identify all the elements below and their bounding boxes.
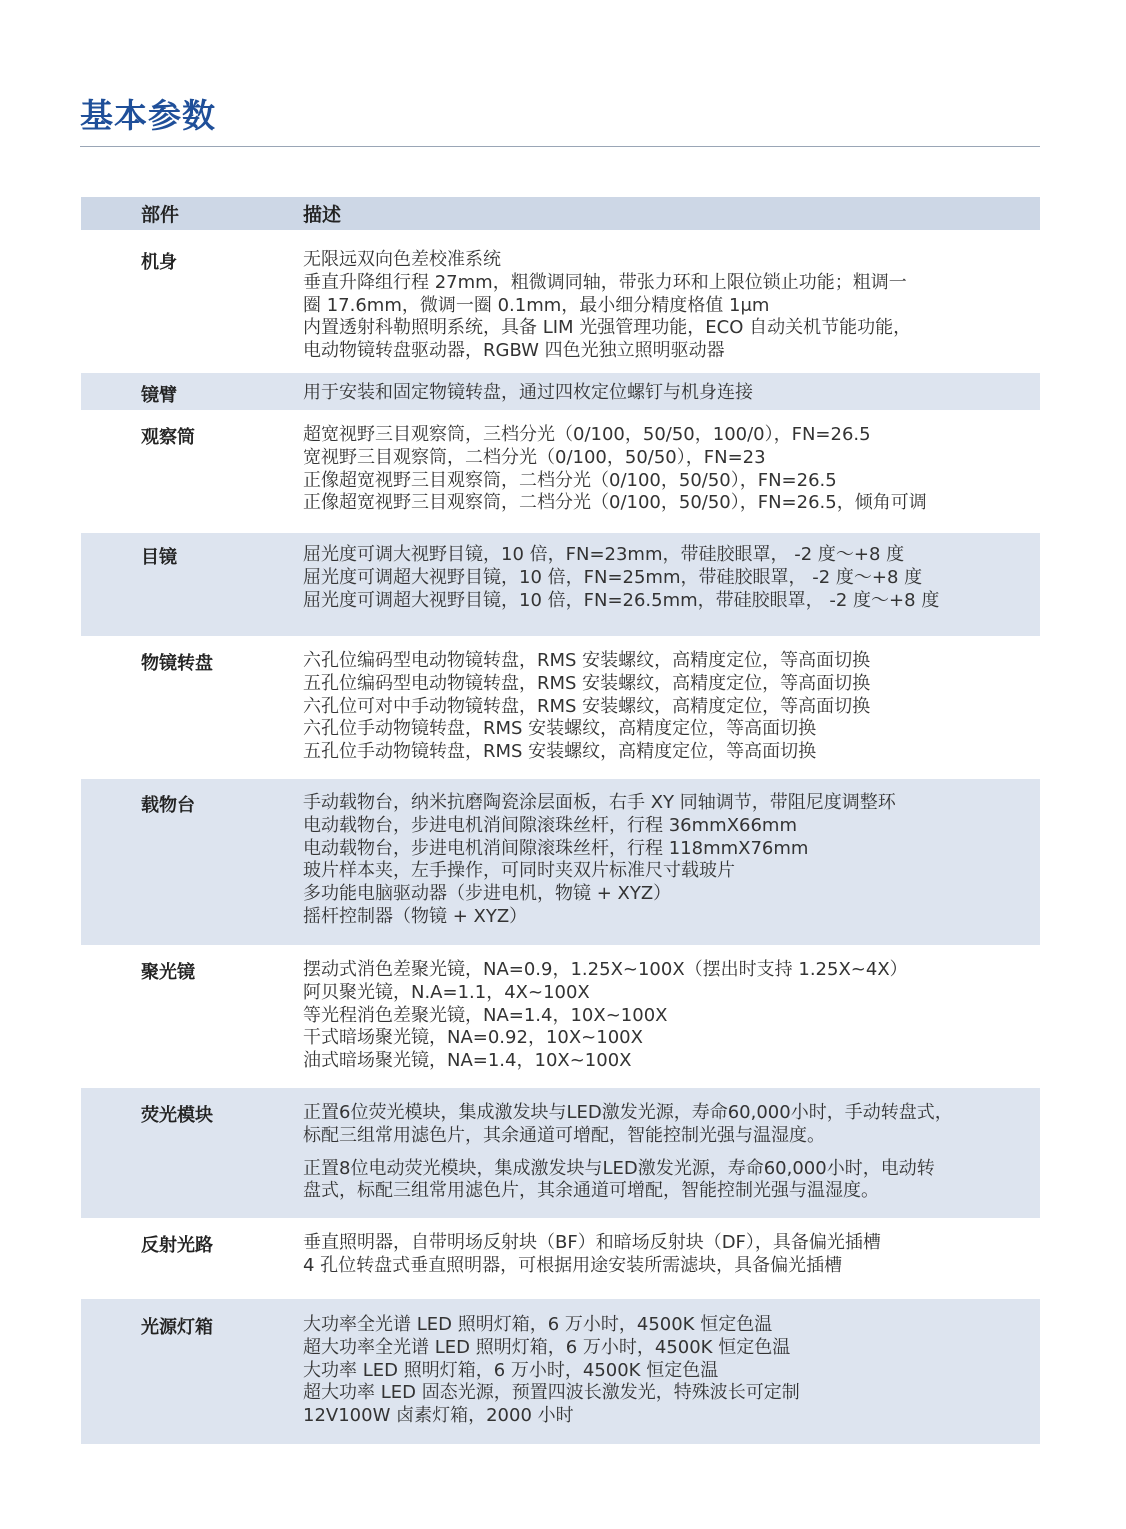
row-part-label: 荧光模块 xyxy=(141,1105,213,1126)
description-line: 正像超宽视野三目观察筒，二档分光（0/100，50/50），FN=26.5 xyxy=(303,469,837,491)
description-line: 多功能电脑驱动器（步进电机，物镜 + XYZ） xyxy=(303,883,672,905)
description-line: 摇杆控制器（物镜 + XYZ） xyxy=(303,905,528,927)
row-part-label: 物镜转盘 xyxy=(141,653,213,674)
row-description xyxy=(303,230,1040,373)
paragraph-gap xyxy=(303,1148,1040,1158)
table-row xyxy=(81,779,1040,945)
row-part-label: 载物台 xyxy=(141,795,195,816)
row-part-label: 光源灯箱 xyxy=(141,1317,213,1338)
description-line: 超大功率全光谱 LED 照明灯箱，6 万小时，4500K 恒定色温 xyxy=(303,1336,791,1358)
table-row xyxy=(81,373,1040,410)
column-header-part: 部件 xyxy=(141,204,180,226)
page-title: 基本参数 xyxy=(80,96,216,135)
description-line: 4 孔位转盘式垂直照明器，可根据用途安装所需滤块，具备偏光插槽 xyxy=(303,1254,843,1276)
table-row xyxy=(81,945,1040,1088)
description-line: 玻片样本夹，左手操作，可同时夹双片标准尺寸载玻片 xyxy=(303,860,735,882)
description-line: 六孔位手动物镜转盘，RMS 安装螺纹，高精度定位，等高面切换 xyxy=(303,718,817,740)
description-line: 超宽视野三目观察筒，三档分光（0/100，50/50，100/0），FN=26.5 xyxy=(303,424,871,445)
row-description xyxy=(303,410,1040,533)
description-line: 等光程消色差聚光镜，NA=1.4，10X~100X xyxy=(303,1004,668,1026)
description-line: 垂直升降组行程 27mm，粗微调同轴，带张力环和上限位锁止功能；粗调一 xyxy=(303,271,907,293)
row-description xyxy=(303,779,1040,945)
description-line: 无限远双向色差校准系统 xyxy=(303,249,501,270)
table-row xyxy=(81,1218,1040,1299)
table-row xyxy=(81,636,1040,779)
description-line: 屈光度可调大视野目镜，10 倍，FN=23mm，带硅胶眼罩， -2 度～+8 度 xyxy=(303,544,905,565)
description-line: 垂直照明器，自带明场反射块（BF）和暗场反射块（DF），具备偏光插槽 xyxy=(303,1232,881,1253)
column-header-description: 描述 xyxy=(303,204,342,226)
description-line: 电动物镜转盘驱动器，RGBW 四色光独立照明驱动器 xyxy=(303,340,725,362)
description-line: 内置透射科勒照明系统，具备 LIM 光强管理功能，ECO 自动关机节能功能， xyxy=(303,317,912,339)
description-line: 圈 17.6mm，微调一圈 0.1mm，最小细分精度格值 1μm xyxy=(303,294,770,316)
table-row xyxy=(81,410,1040,533)
description-line: 屈光度可调超大视野目镜，10 倍，FN=26.5mm，带硅胶眼罩， -2 度～+8 度 xyxy=(303,589,940,611)
spec-table xyxy=(81,197,1040,1444)
row-description xyxy=(303,636,1040,779)
description-line: 标配三组常用滤色片，其余通道可增配，智能控制光强与温湿度。 xyxy=(303,1124,825,1146)
description-line: 阿贝聚光镜，N.A=1.1，4X~100X xyxy=(303,981,590,1003)
description-line: 五孔位编码型电动物镜转盘，RMS 安装螺纹，高精度定位，等高面切换 xyxy=(303,672,871,694)
description-line: 电动载物台，步进电机消间隙滚珠丝杆，行程 36mmX66mm xyxy=(303,814,797,836)
row-description xyxy=(303,1218,1040,1299)
description-line: 正置6位荧光模块，集成激发块与LED激发光源，寿命60,000小时，手动转盘式， xyxy=(303,1102,953,1123)
row-part-label: 反射光路 xyxy=(141,1235,213,1256)
table-row xyxy=(81,533,1040,636)
table-body xyxy=(81,230,1040,1444)
description-line: 大功率全光谱 LED 照明灯箱，6 万小时，4500K 恒定色温 xyxy=(303,1314,773,1335)
table-row xyxy=(81,1088,1040,1218)
description-line: 六孔位可对中手动物镜转盘，RMS 安装螺纹，高精度定位，等高面切换 xyxy=(303,695,871,717)
row-description xyxy=(303,1088,1040,1218)
description-line: 五孔位手动物镜转盘，RMS 安装螺纹，高精度定位，等高面切换 xyxy=(303,741,817,763)
row-part-label: 机身 xyxy=(141,252,177,273)
description-line: 正置8位电动荧光模块，集成激发块与LED激发光源，寿命60,000小时，电动转 xyxy=(303,1157,935,1179)
description-line: 干式暗场聚光镜，NA=0.92，10X~100X xyxy=(303,1027,643,1049)
row-description xyxy=(303,1299,1040,1444)
title-divider xyxy=(80,146,1040,147)
description-line: 手动载物台，纳米抗磨陶瓷涂层面板，右手 XY 同轴调节，带阻尼度调整环 xyxy=(303,792,896,813)
row-description xyxy=(303,533,1040,636)
row-part-label: 观察筒 xyxy=(141,427,195,448)
description-line: 12V100W 卤素灯箱，2000 小时 xyxy=(303,1405,574,1427)
description-line: 超大功率 LED 固态光源，预置四波长激发光，特殊波长可定制 xyxy=(303,1382,800,1404)
description-line: 屈光度可调超大视野目镜，10 倍，FN=25mm，带硅胶眼罩， -2 度～+8 度 xyxy=(303,566,923,588)
row-part-label: 镜臂 xyxy=(141,385,177,406)
row-description xyxy=(303,373,1040,410)
row-part-label: 聚光镜 xyxy=(141,962,195,983)
description-line: 摆动式消色差聚光镜，NA=0.9，1.25X~100X（摆出时支持 1.25X~4X） xyxy=(303,959,908,980)
description-line: 正像超宽视野三目观察筒，二档分光（0/100，50/50），FN=26.5，倾角可调 xyxy=(303,492,927,514)
row-part-label: 目镜 xyxy=(141,547,177,568)
description-line: 油式暗场聚光镜，NA=1.4，10X~100X xyxy=(303,1050,632,1072)
description-line: 盘式，标配三组常用滤色片，其余通道可增配，智能控制光强与温湿度。 xyxy=(303,1180,879,1202)
description-line: 六孔位编码型电动物镜转盘，RMS 安装螺纹，高精度定位，等高面切换 xyxy=(303,650,871,671)
description-line: 宽视野三目观察筒，二档分光（0/100，50/50），FN=23 xyxy=(303,446,766,468)
description-line: 用于安装和固定物镜转盘，通过四枚定位螺钉与机身连接 xyxy=(303,382,753,403)
table-row xyxy=(81,230,1040,373)
description-line: 大功率 LED 照明灯箱，6 万小时，4500K 恒定色温 xyxy=(303,1359,719,1381)
table-header xyxy=(81,197,1040,230)
row-description xyxy=(303,945,1040,1088)
description-line: 电动载物台，步进电机消间隙滚珠丝杆，行程 118mmX76mm xyxy=(303,837,809,859)
table-row xyxy=(81,1299,1040,1444)
